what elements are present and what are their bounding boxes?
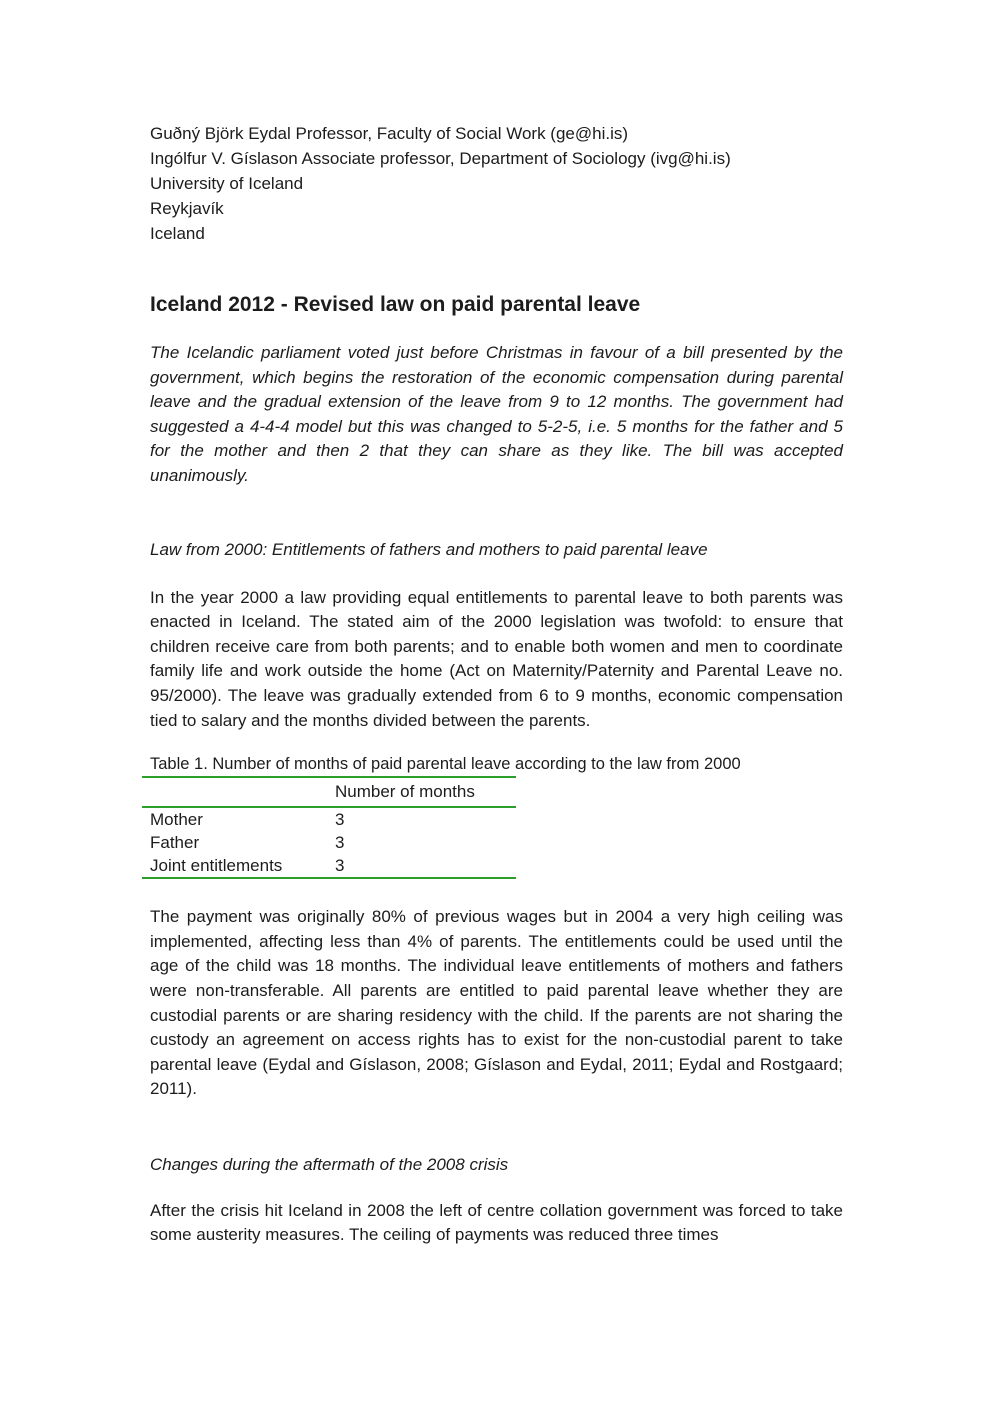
table-row-father [142, 831, 516, 854]
months-table [142, 776, 516, 879]
table-header-empty-cell [142, 777, 327, 807]
row-label: Joint entitlements [150, 856, 283, 876]
paragraph-2008-crisis: After the crisis hit Iceland in 2008 the left of centre collation government was forced to take some austerity measures. The ceiling of payments was reduced three times [150, 1200, 843, 1245]
table-row-mother [142, 807, 516, 831]
city-line: Reykjavík [150, 199, 224, 218]
country-line: Iceland [150, 224, 205, 243]
author-line-2: Ingólfur V. Gíslason Associate professor, Department of Sociology (ivg@hi.is) [150, 149, 731, 168]
row-value: 3 [335, 856, 345, 876]
table-1-block [150, 753, 843, 879]
row-label: Mother [150, 810, 203, 830]
row-value: 3 [335, 810, 345, 830]
paragraph-law-2000: In the year 2000 a law providing equal entitlements to parental leave to both parents was enacted in Iceland. The stated aim of the 2000 legislation was twofold: to ensure that children receive care from both parents; and to enable both women and men to coordinate family life and work outside the home (Act on Maternity/Paternity and Parental Leave no. 95/2000). The leave was gradually extended from 6 to 9 months, economic compensation tied to salary and the months divided between the parents. [150, 587, 843, 730]
author-header [150, 121, 843, 246]
lead-paragraph: The Icelandic parliament voted just before Christmas in favour of a bill presented by the government, which begins the restoration of the economic compensation during parental leave and the gradual extension of the leave from 9 to 12 months. The government had suggested a 4-4-4 model but this was changed to 5-2-5, i.e. 5 months for the father and 5 for the mother and then 2 that they can share as they like. The bill was accepted unanimously. [150, 343, 843, 485]
section-heading-2008-crisis: Changes during the aftermath of the 2008 crisis [150, 1154, 509, 1174]
row-value: 3 [335, 833, 345, 853]
table-row-joint-entitlements [142, 854, 516, 878]
affiliation-line: University of Iceland [150, 174, 304, 193]
table-header-number-of-months: Number of months [327, 777, 516, 807]
paragraph-payment: The payment was originally 80% of previous wages but in 2004 a very high ceiling was implemented, affecting less than 4% of parents. The entitlements could be used until the age of the child was 18 months. The individual leave entitlements of mothers and fathers were non-transferable. All parents are entitled to paid parental leave whether they are custodial parents or are sharing residency with the child. If the parents are not sharing the custody an agreement on access rights has to exist for the non-custodial parent to take parental leave (Eydal and Gíslason, 2008; Gíslason and Eydal, 2011; Eydal and Rostgaard; 2011). [150, 907, 843, 1099]
author-line-1: Guðný Björk Eydal Professor, Faculty of Social Work (ge@hi.is) [150, 124, 629, 143]
table-header-row [142, 777, 516, 807]
document-title: Iceland 2012 - Revised law on paid parental leave [150, 293, 641, 316]
table-caption: Table 1. Number of months of paid parental leave according to the law from 2000 [150, 755, 741, 774]
section-heading-law-2000: Law from 2000: Entitlements of fathers and mothers to paid parental leave [150, 539, 708, 559]
row-label: Father [150, 833, 200, 853]
